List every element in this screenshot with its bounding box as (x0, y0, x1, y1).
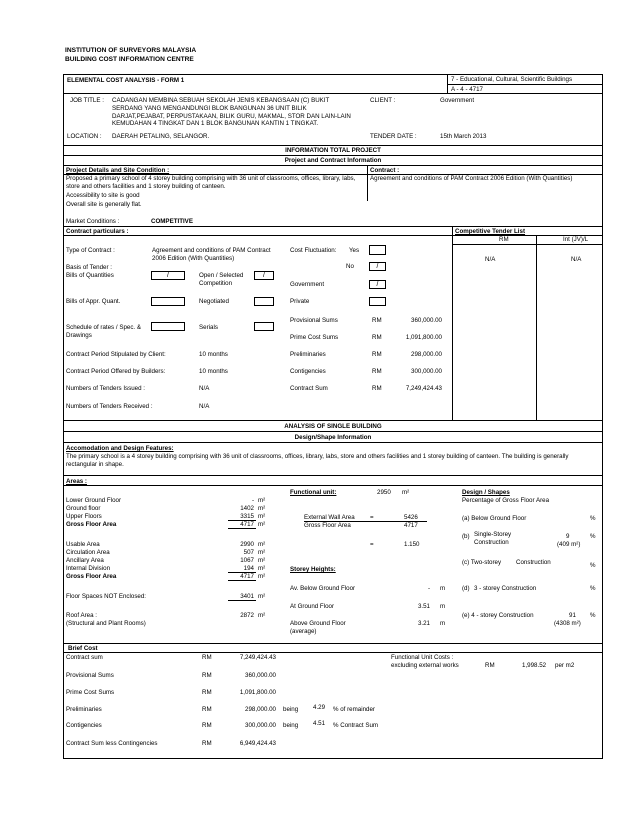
brief-value: 6,949,424.43 (239, 740, 276, 747)
four-storey-area: (4308 m²) (554, 620, 581, 627)
pct-sign: % (590, 562, 596, 569)
roof-area-value: 2872 (240, 612, 254, 619)
unit-cost-value: 1,998.52 (522, 662, 547, 669)
unit-cost-per: per m2 (555, 662, 575, 669)
period-builder-value: 10 months (199, 368, 228, 375)
unit-cost-sub: excluding external works (391, 662, 459, 669)
unit-cost-label: Functional Unit Costs : (391, 654, 454, 661)
contract-text: Agreement and conditions of PAM Contract 2006 Edition (With Quantities) (370, 175, 573, 182)
floor-spaces-label: Floor Spaces NOT Enclosed: (66, 593, 147, 600)
gfa-label: Gross Floor Area (304, 522, 351, 529)
area-value: 4717 (240, 573, 254, 580)
form-label: ELEMENTAL COST ANALYSIS - FORM 1 (67, 77, 185, 84)
area-unit: m² (258, 505, 266, 512)
sum-cur: RM (372, 317, 382, 324)
floor-spaces-unit: m² (258, 593, 266, 600)
gfa-value: 4717 (404, 522, 418, 529)
brief-label: Prime Cost Sums (66, 689, 115, 696)
period-client-label: Contract Period Stipulated by Client: (66, 351, 166, 358)
brief-label: Preliminaries (66, 706, 102, 713)
external-wall-value: 5426 (404, 514, 418, 521)
sum-cur: RM (372, 385, 382, 392)
storey-unit: m (440, 603, 446, 610)
accomodation-label: Accomodation and Design Features: (66, 445, 174, 452)
area-unit: m² (258, 557, 266, 564)
sum-value: 300,000.00 (411, 368, 442, 375)
boq-checkmark: / (167, 272, 169, 279)
negotiated-box[interactable] (254, 297, 274, 306)
open-selected-box[interactable] (254, 271, 274, 280)
project-details-label: Project Details and Site Condition : (66, 167, 170, 174)
brief-value: 7,249,424.43 (239, 654, 276, 661)
building-category: 7 - Educational, Cultural, Scientific Buildings (451, 76, 573, 83)
area-value: 4717 (240, 521, 254, 528)
site-condition-text: Overall site is generally flat. (66, 201, 142, 208)
client-value: Government (440, 97, 475, 104)
serials-box[interactable] (254, 322, 274, 331)
contract-label: Contract : (370, 167, 400, 174)
shape-three-storey: 3 - storey Construction (474, 585, 537, 592)
area-label: Circulation Area (66, 549, 110, 556)
equals-sign: = (370, 514, 374, 521)
single-storey-area: (409 m²) (557, 541, 581, 548)
functional-unit-value: 2950 (377, 489, 391, 496)
area-label: Ground floor (66, 505, 101, 512)
brief-value: 360,000.00 (245, 672, 276, 679)
fluctuation-yes-box[interactable] (369, 245, 386, 255)
shape-below-ground: (a) Below Ground Floor (462, 515, 527, 522)
tender-date-value: 15th March 2013 (440, 133, 487, 140)
area-label: Usable Area (66, 541, 100, 548)
pct-sign: % (590, 533, 596, 540)
functional-unit-label: Functional unit: (290, 489, 337, 496)
appr-quant-label: Bills of Appr. Quant. (66, 298, 121, 305)
location-label: LOCATION : (67, 133, 102, 140)
brief-cur: RM (202, 722, 212, 729)
brief-cur: RM (202, 672, 212, 679)
area-unit: m² (258, 549, 266, 556)
shape-four-storey: (e) 4 - storey Construction (462, 612, 534, 619)
brief-cur: RM (202, 740, 212, 747)
brief-label: Contigencies (66, 722, 102, 729)
tenders-issued-value: N/A (199, 385, 210, 392)
boq-box[interactable] (151, 271, 185, 280)
equals-sign: = (370, 541, 374, 548)
floor-spaces-value: 3401 (240, 593, 254, 600)
form-heading: BUILDING COST INFORMATION CENTRE (65, 56, 194, 63)
market-value: COMPETITIVE (151, 218, 193, 225)
schedule-box[interactable] (151, 322, 185, 331)
fluctuation-no: No (346, 263, 354, 270)
no-checkmark: / (376, 263, 379, 270)
being-label: being (283, 722, 299, 729)
tender-col-rm: RM (499, 236, 509, 243)
open-checkmark: / (263, 272, 265, 279)
sum-value: 1,091,800.00 (405, 334, 442, 341)
shape-two-storey: (c) Two-storey (462, 559, 502, 566)
government-checkmark: / (376, 281, 379, 288)
brief-value: 298,000.00 (245, 706, 276, 713)
sum-value: 7,249,424.43 (405, 385, 442, 392)
shape-b-code: (b) (462, 533, 470, 540)
tender-col-int: Int (JV)/L (563, 236, 589, 243)
sum-cur: RM (372, 351, 382, 358)
brief-cur: RM (202, 689, 212, 696)
pct-sign: % (590, 612, 596, 619)
unit-cost-cur: RM (485, 662, 495, 669)
brief-cur: RM (202, 706, 212, 713)
negotiated-label: Negotiated (199, 298, 229, 305)
shape-two-storey-construction: Construction (516, 559, 551, 566)
area-value: 194 (243, 565, 254, 572)
info-title: INFORMATION TOTAL PROJECT (285, 147, 381, 154)
analysis-subtitle: Design/Shape Information (294, 434, 372, 441)
type-value: Agreement and conditions of PAM Contract 2006 Edition (With Quantities) (152, 247, 271, 262)
prelim-pct: 4.29 (313, 704, 326, 711)
area-unit: m² (258, 541, 266, 548)
sum-value: 298,000.00 (411, 351, 442, 358)
wall-floor-ratio: 1.150 (404, 541, 420, 548)
storey-label: Above Ground Floor (290, 620, 346, 627)
design-shapes-sub: Percentage of Gross Floor Area (462, 497, 550, 504)
area-value: 3315 (240, 513, 254, 520)
job-title-label: JOB TITLE : (70, 97, 104, 104)
four-storey-pct: 91 (569, 612, 576, 619)
accomodation-text: The primary school is a 4 storey building comprising with 36 unit of classrooms, offices, library, labs, store and others facilities and 1 storey building of canteen. The building is generally rectangular in shape. (66, 453, 569, 468)
area-value: 1067 (240, 557, 254, 564)
sum-cur: RM (372, 368, 382, 375)
tenders-received-value: N/A (199, 403, 210, 410)
area-value: 507 (243, 549, 254, 556)
external-wall-label: External Wall Area (304, 514, 355, 521)
boq-label: Bills of Quantities (66, 272, 114, 279)
brief-cur: RM (202, 654, 212, 661)
tenders-issued-label: Numbers of Tenders Issued : (66, 385, 145, 392)
areas-label: Areas : (66, 478, 87, 485)
appr-quant-box[interactable] (151, 297, 185, 306)
functional-unit-unit: m² (402, 489, 410, 496)
government-label: Government (290, 281, 325, 288)
shape-single-storey: Single-Storey Construction (474, 531, 512, 546)
sum-label: Preliminaries (290, 351, 326, 358)
fluctuation-label: Cost Fluctuation: (290, 247, 337, 254)
analysis-title: ANALYSIS OF SINGLE BUILDING (284, 423, 382, 430)
form-code: A - 4 - 4717 (451, 86, 483, 93)
area-unit: m² (258, 521, 266, 528)
basis-label: Basis of Tender : (66, 264, 112, 271)
schedule-label: Schedule of rates / Spec. & Drawings (66, 324, 141, 339)
accessibility-text: Accessibility to site is good (66, 192, 140, 199)
pct-sign: % (590, 515, 596, 522)
location-value: DAERAH PETALING, SELANGOR. (112, 133, 210, 140)
area-value: - (251, 497, 254, 504)
sum-value: 360,000.00 (411, 317, 442, 324)
brief-cost-label: Brief Cost (68, 645, 98, 652)
storey-label: Av. Below Ground Floor (290, 585, 356, 592)
sum-label: Contigencies (290, 368, 326, 375)
area-value: 2990 (240, 541, 254, 548)
storey-unit: m (440, 620, 446, 627)
area-unit: m² (258, 513, 266, 520)
client-label: CLIENT : (370, 97, 396, 104)
brief-label: Provisional Sums (66, 672, 114, 679)
brief-label: Contract Sum less Contingencies (66, 740, 158, 747)
market-label: Market Conditions : (66, 218, 120, 225)
area-unit: m² (258, 497, 266, 504)
project-details-text: Proposed a primary school of 4 storey building comprising with 36 unit of classrooms, offices, library, labs, store and others facilities and 1 storey building of canteen. (66, 175, 356, 190)
area-label: Gross Floor Area (66, 573, 117, 580)
brief-value: 300,000.00 (245, 722, 276, 729)
tender-val-int: N/A (571, 256, 582, 263)
storey-value: 3.21 (417, 620, 430, 627)
brief-value: 1,091,800.00 (239, 689, 276, 696)
area-label: Internal Division (66, 565, 111, 572)
tender-val-rm: N/A (485, 256, 496, 263)
contig-pct: 4.51 (313, 720, 326, 727)
storey-value: 3.51 (417, 603, 430, 610)
sum-label: Contract Sum (290, 385, 328, 392)
area-label: Upper Floors (66, 513, 102, 520)
roof-area-sub: (Structural and Plant Rooms) (66, 620, 146, 627)
area-value: 1402 (240, 505, 254, 512)
storey-average: (average) (290, 628, 317, 635)
area-label: Gross Floor Area (66, 521, 117, 528)
type-label: Type of Contract : (66, 247, 115, 254)
storey-value: - (427, 585, 430, 592)
area-label: Ancillary Area (66, 557, 104, 564)
info-subtitle: Project and Contract Information (284, 157, 382, 164)
fluctuation-no-box[interactable] (369, 262, 386, 271)
area-unit: m² (258, 565, 266, 572)
particulars-label: Contract particulars : (66, 228, 129, 235)
period-builder-label: Contract Period Offered by Builders: (66, 368, 166, 375)
contig-pct-text: % Contract Sum (333, 722, 379, 729)
fluctuation-yes: Yes (349, 247, 360, 254)
private-box[interactable] (369, 297, 386, 306)
serials-label: Serials (199, 324, 218, 331)
tender-date-label: TENDER DATE : (370, 133, 417, 140)
area-label: Lower Ground Floor (66, 497, 122, 504)
period-client-value: 10 months (199, 351, 228, 358)
storey-unit: m (440, 585, 446, 592)
sum-cur: RM (372, 334, 382, 341)
area-unit: m² (258, 573, 266, 580)
org-name: INSTITUTION OF SURVEYORS MALAYSIA (65, 47, 197, 54)
design-shapes-label: Design / Shapes (462, 489, 510, 496)
pct-sign: % (590, 585, 596, 592)
storey-label: At Ground Floor (290, 603, 335, 610)
shape-d-code: (d) (462, 585, 470, 592)
being-label: being (283, 706, 299, 713)
prelim-pct-text: % of remainder (333, 706, 375, 713)
government-box[interactable] (369, 280, 386, 289)
tender-list-label: Competitive Tender List (455, 228, 526, 235)
tenders-received-label: Numbers of Tenders Received : (66, 403, 153, 410)
private-label: Private (290, 298, 310, 305)
roof-area-unit: m² (258, 612, 266, 619)
roof-area-label: Roof Area : (66, 612, 97, 619)
storey-heights-label: Storey Heights: (290, 566, 336, 573)
sum-label: Prime Cost Sums (290, 334, 339, 341)
job-title-value: CADANGAN MEMBINA SEBUAH SEKOLAH JENIS KEBANGSAAN (C) BUKIT SERDANG YANG MENGANDUNGI BLOK BANGUNAN 36 UNIT BILIK DARJAT,PEJABAT, PERPUSTAKAAN, BILIK GURU, MAKMAL, STOR DAN LAIN-LAIN KEMUDAHAN 4 TINGKAT DAN 1 BLOK BANGUNAN KANTIN 1 TINGKAT. (112, 97, 351, 128)
single-storey-pct: 9 (566, 533, 570, 540)
sum-label: Provisional Sums (290, 317, 338, 324)
brief-label: Contract sum (66, 654, 103, 661)
open-selected-label: Open / Selected Competition (199, 272, 244, 287)
